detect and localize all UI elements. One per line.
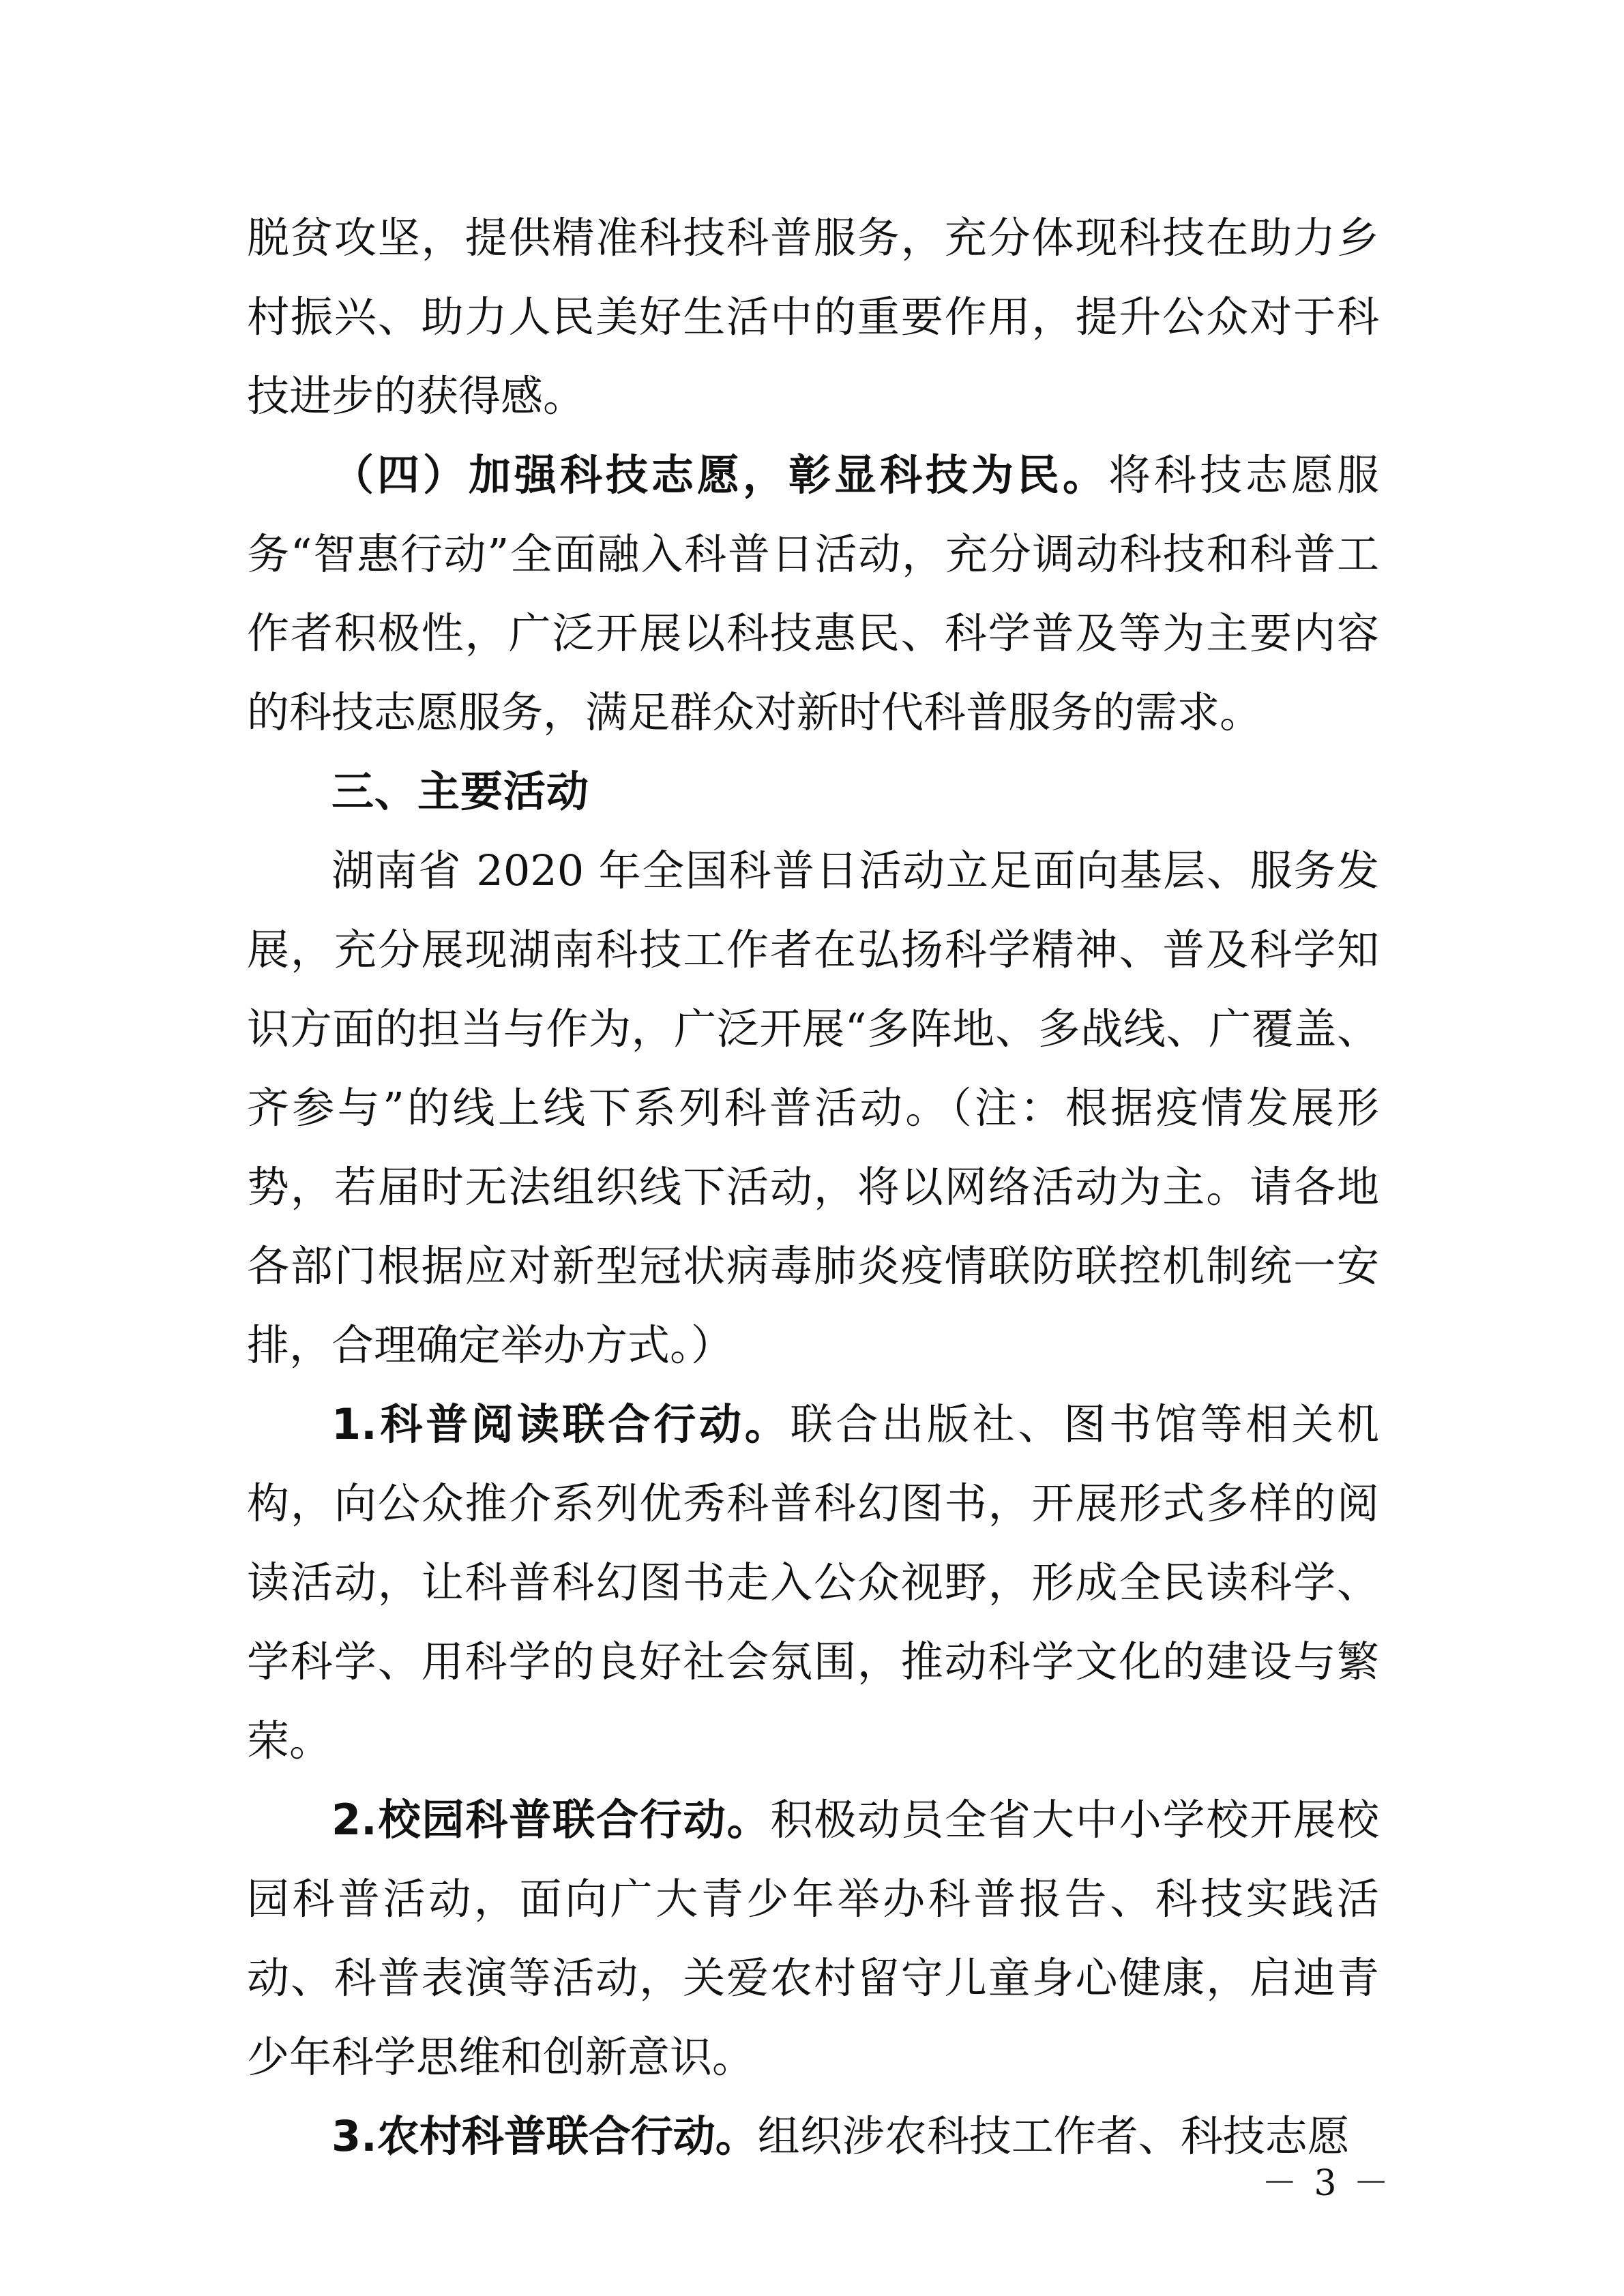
paragraph-text: 将科技志愿服务“智惠行动”全面融入科普日活动，充分调动科技和科普工作者积极性，广泛开展以科技惠民、科学普及等为主要内容的科技志愿服务，满足群众对新时代科普服务的需求。 (247, 450, 1379, 737)
paragraph-continued (247, 198, 1379, 436)
paragraph-lead: （四）加强科技志愿，彰显科技为民。 (331, 450, 1108, 500)
paragraph-lead: 2.校园科普联合行动。 (331, 1795, 771, 1845)
paragraph-item-1 (247, 1385, 1379, 1780)
paragraph-lead: 3.农村科普联合行动。 (331, 2111, 758, 2161)
section-heading: 三、主要活动 (331, 766, 590, 816)
paragraph-section-four (247, 436, 1379, 752)
paragraph-item-2 (247, 1780, 1379, 2097)
paragraph-text: 积极动员全省大中小学校开展校园科普活动，面向广大青少年举办科普报告、科技实践活动、科普表演等活动，关爱农村留守儿童身心健康，启迪青少年科学思维和创新意识。 (247, 1795, 1379, 2082)
document-body (247, 198, 1379, 2176)
paragraph-text: 脱贫攻坚，提供精准科技科普服务，充分体现科技在助力乡村振兴、助力人民美好生活中的重要作用，提升公众对于科技进步的获得感。 (247, 213, 1379, 421)
page-number: － 3 － (1261, 2163, 1392, 2204)
paragraph-text: 联合出版社、图书馆等相关机构，向公众推介系列优秀科普科幻图书，开展形式多样的阅读活动，让科普科幻图书走入公众视野，形成全民读科学、学科学、用科学的良好社会氛围，推动科学文化的建设与繁荣。 (247, 1399, 1379, 1765)
paragraph-text: 湖南省 2020 年全国科普日活动立足面向基层、服务发展，充分展现湖南科技工作者在弘扬科学精神、普及科学知识方面的担当与作为，广泛开展“多阵地、多战线、广覆盖、齐参与”的线上线下系列科普活动。（注：根据疫情发展形势，若届时无法组织线下活动，将以网络活动为主。请各地各部门根据应对新型冠状病毒肺炎疫情联防联控机制统一安排，合理确定举办方式。） (247, 846, 1379, 1370)
paragraph-item-3 (247, 2097, 1379, 2176)
paragraph-intro (247, 831, 1379, 1385)
paragraph-lead: 1.科普阅读联合行动。 (331, 1399, 791, 1449)
paragraph-text: 组织涉农科技工作者、科技志愿 (757, 2111, 1350, 2161)
